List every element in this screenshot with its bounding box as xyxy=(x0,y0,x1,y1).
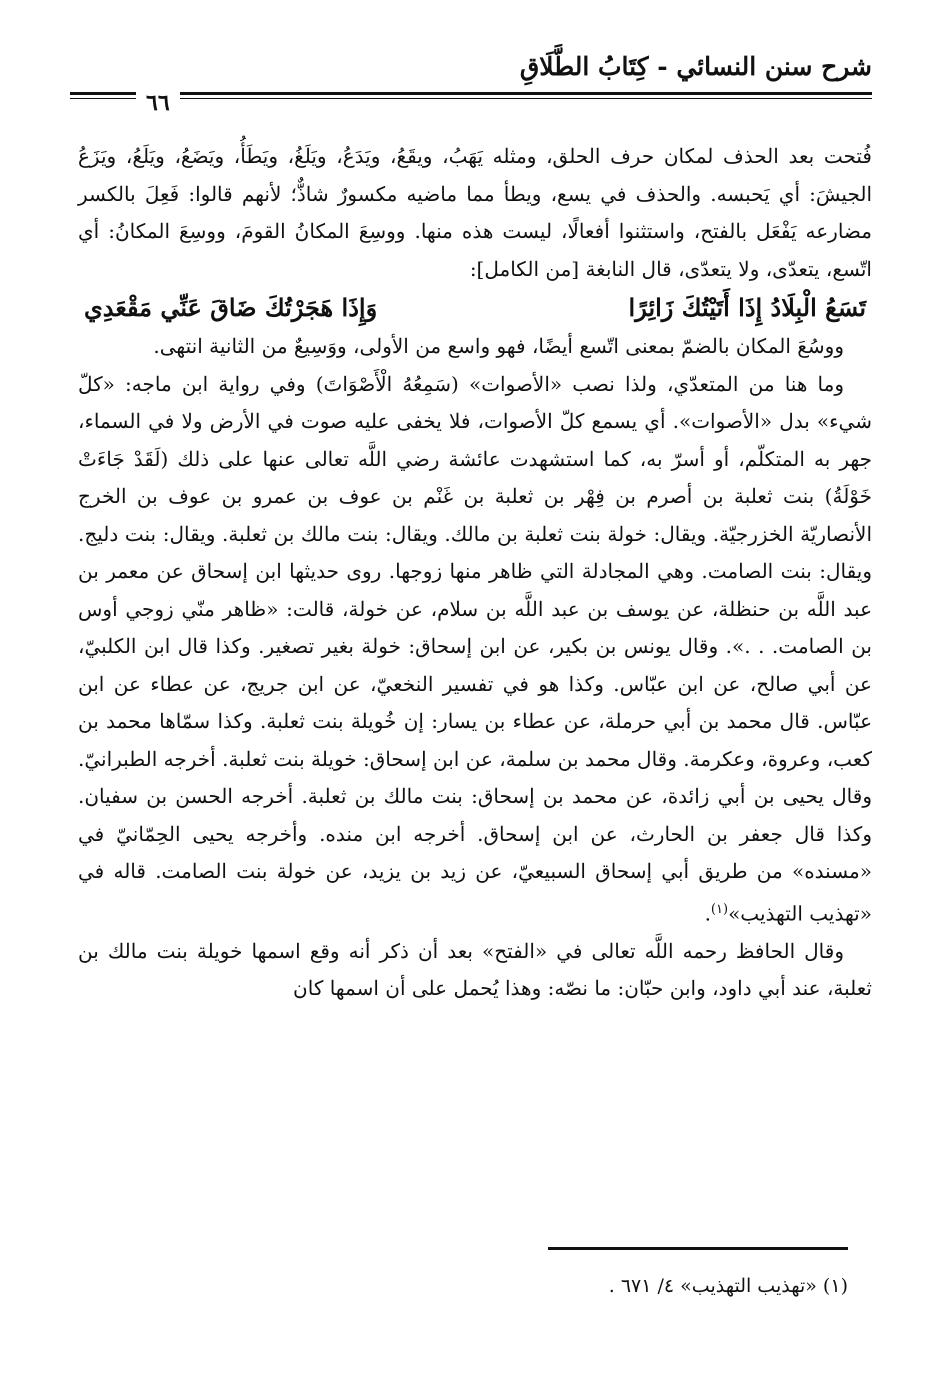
header-rule-thin xyxy=(70,98,872,99)
paragraph: فُتحت بعد الحذف لمكان حرف الحلق، ومثله يَهَبُ، ويقَعُ، ويَدَعُ، ويَلَغُ، ويَطَأُ، ويَضَعُ، ويَلَعُ، ويَزَعُ الجيشَ: أي يَحبسه. والحذف في يسع، ويطأ مما ماضيه مكسورٌ شاذٌّ؛ لأنهم قالوا: فَعِلَ بالكسر مضارعه يَفْعَل بالفتح، واستثنوا أفعالًا، ليست هذه منها. ووسِعَ المكانُ القومَ، ووسِعَ المكانُ: أي اتّسع، يتعدّى، ولا يتعدّى، قال النابغة [من الكامل]: xyxy=(78,144,872,281)
paragraph-end: . xyxy=(704,901,711,926)
poetry-verse xyxy=(78,288,872,328)
paragraph xyxy=(78,366,872,933)
footnote-separator xyxy=(548,1247,848,1250)
paragraph-text: وما هنا من المتعدّي، ولذا نصب «الأصوات» (سَمِعُهُ الْأَصْوَاتَ) وفي رواية ابن ماجه: «كلّ شيء» بدل «الأصوات». أي يسمع كلّ الأصوات، فلا يخفى عليه صوت في الأرض ولا في السماء، جهر به المتكلّم، أو أسرّ به، كما استشهدت عائشة رضي اللَّه تعالى عنها على ذلك (لَقَدْ جَاءَتْ خَوْلَةُ) بنت ثعلبة بن أصرم بن فِهْر بن ثعلبة بن غَنْم بن عوف بن عمرو بن عوف بن الخرج الأنصاريّة الخزرجيّة. ويقال: خولة بنت ثعلبة بن مالك. ويقال: بنت مالك بن ثعلبة. ويقال: بنت دليج. ويقال: بنت الصامت. وهي المجادلة التي ظاهر منها زوجها. روى حديثها ابن إسحاق عن معمر بن عبد اللَّه بن حنظلة، عن يوسف بن عبد اللَّه بن سلام، عن خولة، قالت: «ظاهر منّي زوجي أوس بن الصامت. . .». وقال يونس بن بكير، عن ابن إسحاق: خولة بغير تصغير. وكذا قال ابن الكلبيّ، عن أبي صالح، عن ابن عبّاس. وكذا هو في تفسير النخعيّ، عن ابن جريج، عن عطاء عن ابن عبّاس. قال محمد بن أبي حرملة، عن عطاء بن يسار: إن خُويلة بنت ثعلبة. وكذا سمّاها محمد بن كعب، وعروة، وعكرمة. وقال محمد بن سلمة، عن ابن إسحاق: خويلة بنت ثعلبة. أخرجه الطبرانيّ. وقال يحيى بن أبي زائدة، عن محمد بن إسحاق: بنت مالك بن ثعلبة. أخرجه الحسن بن سفيان. وكذا قال جعفر بن الحارث، عن ابن إسحاق. أخرجه ابن منده. وأخرجه يحيى الحِمّانيّ في «مسنده» من طريق أبي إسحاق السبيعيّ، عن زيد بن يزيد، عن خولة بنت الصامت. قاله في «تهذيب التهذيب» xyxy=(78,371,873,926)
page-header xyxy=(70,38,872,116)
verse-second-hemistich: وَإِذَا هَجَرْتُكَ ضَاقَ عَنِّي مَقْعَدِي xyxy=(84,293,378,322)
header-rule xyxy=(70,92,872,95)
paragraph: وقال الحافظ رحمه اللَّه تعالى في «الفتح» بعد أن ذكر أنه وقع اسمها خويلة بنت مالك بن ثعلبة، عند أبي داود، وابن حبّان: ما نصّه: وهذا يُحمل على أن اسمها كان xyxy=(78,938,872,1001)
footnote-reference: (١) xyxy=(710,901,729,917)
main-text xyxy=(78,138,872,1008)
verse-first-hemistich: تَسَعُ الْبِلَادُ إِذَا أَتَيْتُكَ زَائِرًا xyxy=(628,293,866,322)
paragraph: ووسُعَ المكان بالضمّ بمعنى اتّسع أيضًا، فهو واسع من الأولى، ووَسِيعٌ من الثانية انتهى. xyxy=(153,334,844,358)
running-title: شرح سنن النسائي - كِتَابُ الطَّلَاقِ xyxy=(519,52,872,81)
page-number: ٦٦ xyxy=(136,90,180,116)
footnote: (١) «تهذيب التهذيب» ٤/ ٦٧١ . xyxy=(608,1275,848,1297)
